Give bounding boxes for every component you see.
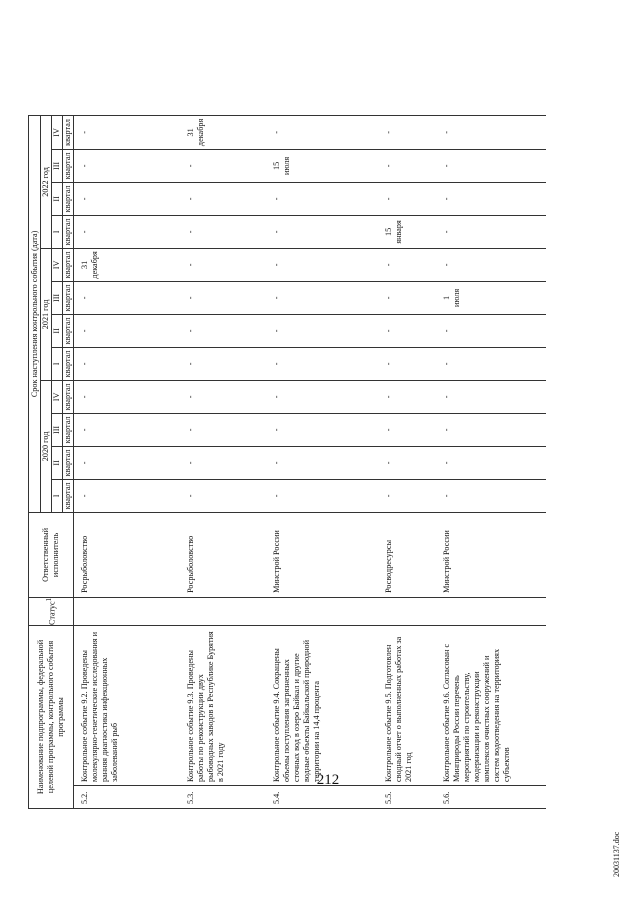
header-quarter-number: III	[52, 413, 63, 446]
date-value: -	[80, 362, 89, 366]
date-cell	[266, 182, 378, 215]
row-status	[266, 597, 378, 625]
date-value: -	[383, 296, 393, 300]
table-row	[266, 115, 378, 808]
header-quarter-word: квартал	[63, 215, 74, 248]
date-cell	[74, 347, 180, 380]
date-month: декабря	[90, 251, 99, 279]
date-value: -	[383, 131, 393, 134]
date-value: -	[185, 494, 195, 498]
date-cell	[436, 215, 546, 248]
date-value: -	[271, 197, 281, 201]
row-number: 5.3.	[180, 786, 266, 809]
date-cell	[266, 248, 378, 281]
row-executor: Минстрой России	[436, 512, 546, 597]
header-quarter-word: квартал	[63, 149, 74, 182]
date-value: -	[80, 131, 89, 134]
date-cell	[180, 248, 266, 281]
table-row	[180, 115, 266, 808]
date-cell	[74, 149, 180, 182]
header-quarter-word: квартал	[63, 314, 74, 347]
header-quarter-number: IV	[52, 248, 63, 281]
date-cell	[180, 413, 266, 446]
date-cell	[436, 380, 546, 413]
header-quarter-number: IV	[52, 380, 63, 413]
date-cell	[74, 413, 180, 446]
date-cell	[436, 115, 546, 149]
date-value: -	[185, 428, 195, 432]
page-number: 212	[316, 772, 340, 788]
date-cell	[74, 446, 180, 479]
row-event-name: Контрольное событие 9.5. Подготовлен сводный отчет о выполненных работах за 2021 год	[378, 626, 436, 786]
date-cell	[436, 149, 546, 182]
header-date-group: Срок наступления контрольного события (дата)	[29, 115, 41, 512]
date-cell	[436, 347, 546, 380]
date-value: -	[271, 131, 281, 134]
row-number: 5.5.	[378, 786, 436, 809]
date-value: -	[441, 329, 451, 333]
date-cell	[266, 380, 378, 413]
date-cell	[180, 115, 266, 149]
date-value: -	[271, 461, 281, 465]
header-quarter-word: квартал	[63, 248, 74, 281]
date-cell	[266, 446, 378, 479]
date-cell	[74, 281, 180, 314]
document-footer: 20031137.doc	[612, 831, 621, 877]
date-month: декабря	[195, 118, 205, 147]
date-cell	[180, 347, 266, 380]
table-row	[436, 115, 546, 808]
date-cell	[378, 115, 436, 149]
date-value: -	[271, 329, 281, 333]
date-value: -	[80, 329, 89, 333]
date-cell	[436, 446, 546, 479]
header-quarter-word: квартал	[63, 479, 74, 512]
row-number: 5.4.	[266, 786, 378, 809]
date-value: -	[185, 197, 195, 201]
table-row	[74, 115, 180, 808]
date-value: -	[271, 395, 281, 399]
row-event-name: Контрольное событие 9.2. Проведены молекулярно-генетические исследования и ранняя диагностика инфекционных заболеваний рыб	[74, 626, 180, 786]
date-cell	[74, 182, 180, 215]
date-value: -	[383, 263, 393, 267]
date-cell	[378, 281, 436, 314]
date-cell	[266, 281, 378, 314]
date-value: -	[185, 263, 195, 267]
date-cell	[180, 182, 266, 215]
date-value: -	[441, 197, 451, 201]
date-value: 1	[441, 295, 451, 300]
status-footnote: 1	[45, 597, 53, 602]
date-value: -	[185, 461, 195, 465]
date-cell	[378, 413, 436, 446]
header-quarter-number: IV	[52, 115, 63, 149]
row-number: 5.2.	[74, 786, 180, 809]
date-value: -	[271, 230, 281, 234]
date-cell	[436, 314, 546, 347]
date-value: -	[441, 131, 451, 134]
date-value: -	[441, 395, 451, 399]
date-value: -	[383, 164, 393, 168]
table-row	[378, 115, 436, 808]
row-executor: Росводресурсы	[378, 512, 436, 597]
date-month: января	[393, 220, 403, 244]
date-value: -	[185, 230, 195, 234]
date-value: -	[80, 395, 89, 399]
date-value: -	[271, 296, 281, 300]
header-quarter-number: II	[52, 446, 63, 479]
date-month: июля	[281, 156, 291, 175]
date-cell	[378, 347, 436, 380]
date-value: -	[185, 164, 195, 168]
row-status	[436, 597, 546, 625]
date-cell	[266, 215, 378, 248]
date-value: -	[383, 494, 393, 498]
date-value: -	[80, 494, 89, 498]
date-value: -	[441, 428, 451, 432]
date-value: -	[185, 329, 195, 333]
date-cell	[266, 347, 378, 380]
date-cell	[436, 182, 546, 215]
row-event-name: Контрольное событие 9.3. Проведены работы по реконструкции двух рыбоводных заводов в Республике Бурятия в 2021 году	[180, 626, 266, 786]
date-cell	[378, 149, 436, 182]
header-executor-column: Ответственный исполнитель	[29, 512, 74, 597]
date-value: -	[185, 296, 195, 300]
control-events-table	[28, 115, 546, 809]
header-quarter-word: квартал	[63, 115, 74, 149]
date-cell	[180, 479, 266, 512]
date-value: -	[80, 197, 89, 201]
date-cell	[180, 281, 266, 314]
date-cell	[378, 215, 436, 248]
date-value: -	[271, 494, 281, 498]
header-quarter-number: I	[52, 479, 63, 512]
header-quarter-number: I	[52, 347, 63, 380]
date-value: 15	[383, 227, 393, 237]
header-name-column: Наименование подпрограммы, федеральной целевой программы, контрольного события программы	[29, 626, 74, 809]
date-value: 15	[271, 161, 281, 171]
header-quarter-word: квартал	[63, 413, 74, 446]
row-number: 5.6.	[436, 786, 546, 809]
date-cell	[74, 248, 180, 281]
date-value: -	[383, 329, 393, 333]
date-cell	[436, 413, 546, 446]
header-quarter-number: I	[52, 215, 63, 248]
row-executor: Росрыболовство	[74, 512, 180, 597]
row-event-name: Контрольное событие 9.6. Согласован с Минприроды России перечень мероприятий по строительству, модернизации и реконструкции комплексов очистных сооружений и систем водоотведения на территориях субъектов	[436, 626, 546, 786]
date-value: -	[383, 461, 393, 465]
date-cell	[436, 479, 546, 512]
status-label: Статус	[47, 601, 57, 625]
date-value: -	[271, 428, 281, 432]
date-value: -	[441, 494, 451, 498]
row-executor: Росрыболовство	[180, 512, 266, 597]
date-cell	[74, 479, 180, 512]
row-status	[180, 597, 266, 625]
date-cell	[378, 380, 436, 413]
date-cell	[378, 314, 436, 347]
header-quarter-word: квартал	[63, 281, 74, 314]
date-value: 31	[80, 260, 89, 270]
date-value: -	[441, 263, 451, 267]
header-quarter-number: II	[52, 182, 63, 215]
date-value: -	[80, 164, 89, 168]
date-value: -	[80, 461, 89, 465]
date-value: -	[383, 362, 393, 366]
date-cell	[436, 248, 546, 281]
date-value: -	[80, 230, 89, 234]
row-status	[74, 597, 180, 625]
date-cell	[180, 149, 266, 182]
date-cell	[180, 446, 266, 479]
date-value: -	[383, 197, 393, 201]
date-cell	[266, 479, 378, 512]
date-value: -	[383, 395, 393, 399]
date-value: -	[80, 296, 89, 300]
date-value: -	[441, 461, 451, 465]
date-value: -	[185, 395, 195, 399]
date-cell	[180, 314, 266, 347]
date-value: -	[185, 362, 195, 366]
date-cell	[378, 248, 436, 281]
date-cell	[74, 314, 180, 347]
date-value: -	[271, 263, 281, 267]
row-event-name: Контрольное событие 9.4. Сокращены объемы поступления загрязненных сточных вод в озеро Байкал и другие водные объекты Байкальской природной территории на 14,4 процента	[266, 626, 378, 786]
header-quarter-number: II	[52, 314, 63, 347]
header-quarter-word: квартал	[63, 380, 74, 413]
date-cell	[378, 479, 436, 512]
date-cell	[378, 446, 436, 479]
header-year: 2022 год	[41, 115, 52, 248]
header-quarter-word: квартал	[63, 446, 74, 479]
header-quarter-number: III	[52, 281, 63, 314]
row-executor: Минстрой России	[266, 512, 378, 597]
header-year: 2021 год	[41, 248, 52, 380]
header-quarter-number: III	[52, 149, 63, 182]
date-value: -	[441, 230, 451, 234]
date-cell	[180, 215, 266, 248]
date-value: -	[80, 428, 89, 432]
date-value: -	[383, 428, 393, 432]
date-cell	[436, 281, 546, 314]
row-status	[378, 597, 436, 625]
date-month: июля	[451, 288, 461, 307]
header-quarter-word: квартал	[63, 182, 74, 215]
header-status-column	[29, 597, 74, 625]
header-year: 2020 год	[41, 380, 52, 512]
date-cell	[266, 115, 378, 149]
date-value: -	[271, 362, 281, 366]
date-cell	[180, 380, 266, 413]
date-cell	[266, 314, 378, 347]
date-cell	[74, 115, 180, 149]
date-value: 31	[185, 128, 195, 137]
date-cell	[378, 182, 436, 215]
date-cell	[74, 215, 180, 248]
date-value: -	[441, 164, 451, 168]
header-quarter-word: квартал	[63, 347, 74, 380]
date-value: -	[441, 362, 451, 366]
date-cell	[266, 413, 378, 446]
date-cell	[266, 149, 378, 182]
date-cell	[74, 380, 180, 413]
